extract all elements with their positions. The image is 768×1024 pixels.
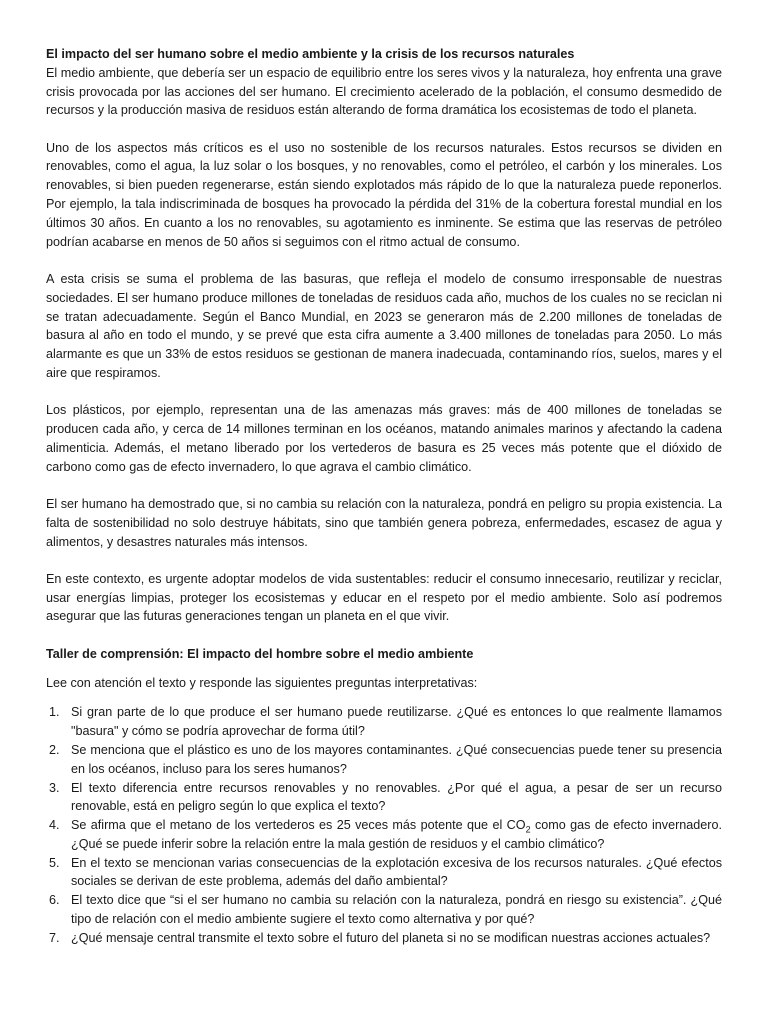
question-number: 6. (49, 893, 60, 908)
workshop-heading: Taller de comprensión: El impacto del hombre sobre el medio ambiente (46, 646, 474, 661)
question-number: 2. (49, 742, 60, 757)
question-item (46, 816, 722, 854)
question-item (46, 779, 722, 817)
paragraph-plastics: Los plásticos, por ejemplo, representan una de las amenazas más graves: más de 400 millones de toneladas se producen cada año, y cerca de 14 millones terminan en los océanos, matando animales marinos y afectando la cadena alimenticia. Además, el metano liberado por los vertederos de basura es 25 veces más potente que el dióxido de carbono como gas de efecto invernadero, lo que agrava el cambio climático. (46, 403, 722, 474)
question-item (46, 741, 722, 779)
paragraph-conclusion: En este contexto, es urgente adoptar modelos de vida sustentables: reducir el consumo innecesario, reutilizar y reciclar, usar energías limpias, proteger los ecosistemas y educar en el respeto por el medio ambiente. Solo así podremos asegurar que las futuras generaciones tengan un planeta en el que vivir. (46, 571, 722, 624)
question-number: 3. (49, 780, 60, 795)
question-list (46, 703, 722, 947)
question-text (71, 818, 722, 851)
paragraph-resources: Uno de los aspectos más críticos es el uso no sostenible de los recursos naturales. Estos recursos se dividen en renovables, como el agua, la luz solar o los bosques, y no renovables, como el petróleo, el carbón y los minerales. Los renovables, si bien pueden regenerarse, están siendo explotados más rápido de lo que la naturaleza puede reponerlos. Por ejemplo, la tala indiscriminada de bosques ha provocado la pérdida del 31% de la cobertura forestal mundial en los últimos 30 años. En cuanto a los no renovables, su agotamiento es inminente. Se estima que las reservas de petróleo podrían acabarse en menos de 50 años si seguimos con el ritmo actual de consumo. (46, 140, 722, 249)
paragraph-intro: El medio ambiente, que debería ser un espacio de equilibrio entre los seres vivos y la naturaleza, hoy enfrenta una grave crisis provocada por las acciones del ser humano. El crecimiento acelerado de la población, el consumo desmedido de recursos y la producción masiva de residuos están alterando de forma dramática los ecosistemas de todo el planeta. (46, 65, 722, 118)
question-number: 7. (49, 930, 60, 945)
paragraph-waste: A esta crisis se suma el problema de las basuras, que refleja el modelo de consumo irresponsable de nuestras sociedades. El ser humano produce millones de toneladas de residuos cada año, muchos de los cuales no se reciclan ni se tratan adecuadamente. Según el Banco Mundial, en 2023 se generaron más de 2.200 millones de toneladas de basura al año en todo el mundo, y se prevé que esta cifra aumente a 3.400 millones de toneladas para 2050. Lo más alarmante es que un 33% de estos residuos se gestionan de manera inadecuada, contaminando ríos, suelos, mares y el aire que respiramos. (46, 271, 722, 380)
question-text: En el texto se mencionan varias consecuencias de la explotación excesiva de los recursos naturales. ¿Qué efectos sociales se derivan de este problema, además del daño ambiental? (71, 855, 722, 889)
question-item (46, 703, 722, 741)
question-number: 5. (49, 855, 60, 870)
question-item (46, 929, 722, 948)
question-text-after: como gas de efecto invernadero. ¿Qué se puede inferir sobre la relación entre la mala gestión de residuos y el cambio climático? (71, 818, 723, 851)
co2-subscript: 2 (525, 824, 531, 835)
question-text-before: Se afirma que el metano de los vertederos es 25 veces más potente que el CO (71, 818, 526, 833)
question-item (46, 854, 722, 892)
question-text: El texto diferencia entre recursos renovables y no renovables. ¿Por qué el agua, a pesar de ser un recurso renovable, está en peligro según lo que explica el texto? (71, 780, 722, 814)
document-title: El impacto del ser humano sobre el medio ambiente y la crisis de los recursos naturales (46, 47, 575, 61)
question-item (46, 891, 722, 929)
question-number: 1. (49, 705, 60, 720)
question-text: Se menciona que el plástico es uno de los mayores contaminantes. ¿Qué consecuencias puede tener su presencia en los océanos, incluso para los seres humanos? (71, 742, 722, 776)
question-text: Si gran parte de lo que produce el ser humano puede reutilizarse. ¿Qué es entonces lo que realmente llamamos "basura" y cómo se podría aprovechar de forma útil? (71, 705, 722, 739)
workshop-instructions: Lee con atención el texto y responde las siguientes preguntas interpretativas: (46, 676, 478, 691)
question-text: El texto dice que “si el ser humano no cambia su relación con la naturaleza, pondrá en riesgo su existencia”. ¿Qué tipo de relación con el medio ambiente sugiere el texto como alternativa y por qué? (71, 893, 722, 927)
question-number: 4. (49, 818, 60, 833)
paragraph-existence: El ser humano ha demostrado que, si no cambia su relación con la naturaleza, pondrá en peligro su propia existencia. La falta de sostenibilidad no solo destruye hábitats, sino que también genera pobreza, enfermedades, escasez de agua y alimentos, y desastres naturales más intensos. (46, 496, 722, 549)
question-text: ¿Qué mensaje central transmite el texto sobre el futuro del planeta si no se modifican nuestras acciones actuales? (71, 930, 711, 945)
